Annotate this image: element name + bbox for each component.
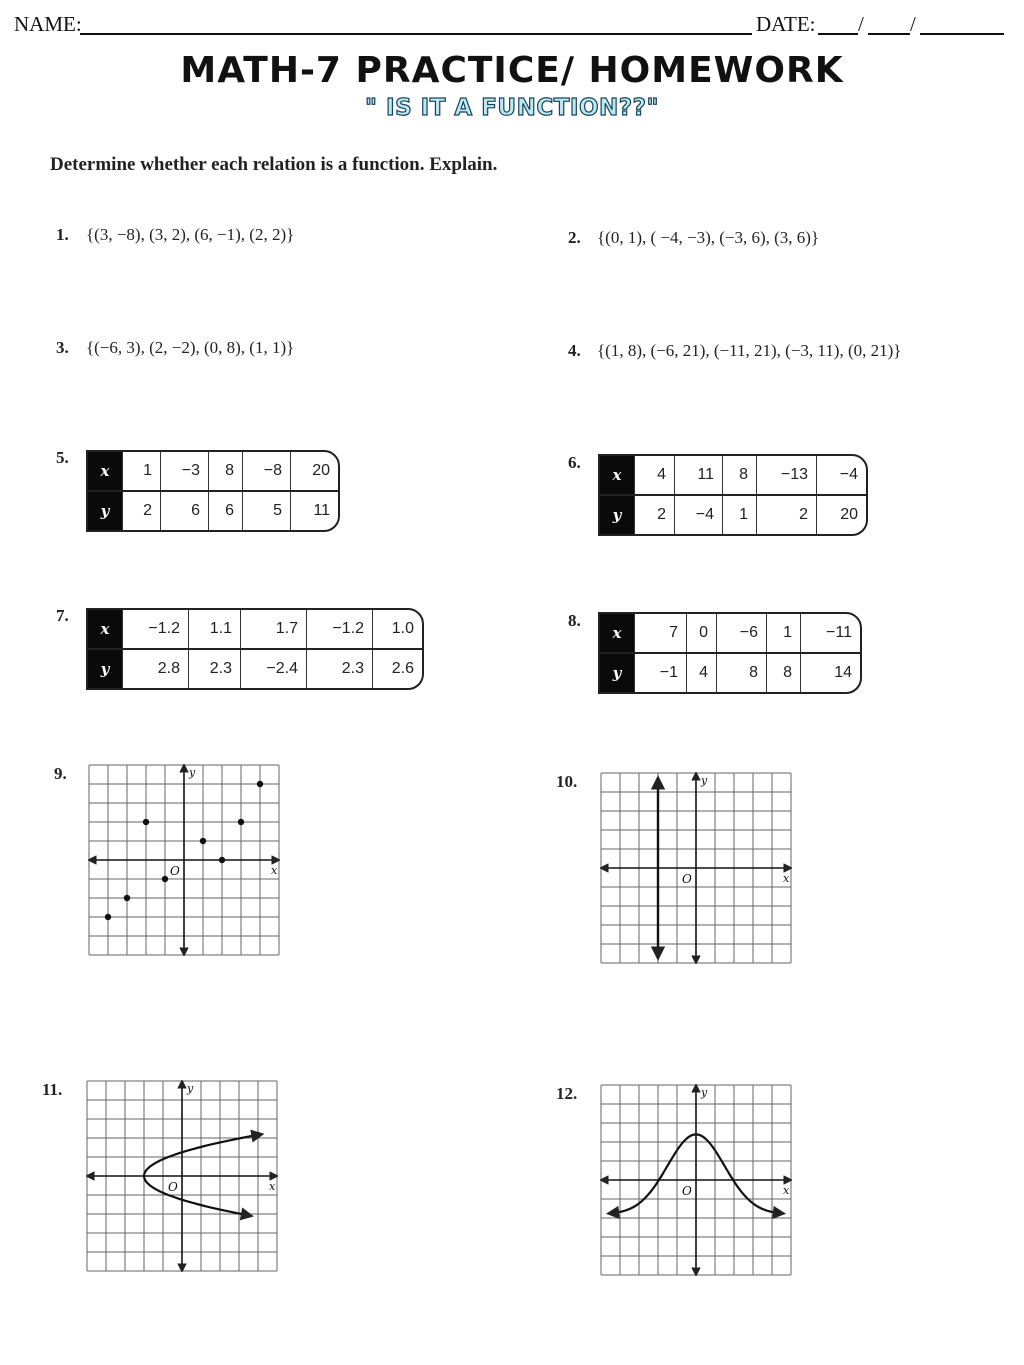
origin-label: O [682,872,692,886]
table-cell: 2.3 [188,650,240,688]
table-cell: 6 [208,492,242,530]
table-cell: 11 [290,492,338,530]
data-point [162,876,168,882]
data-point [124,895,130,901]
table-row-x [600,614,860,652]
x-axis-label: x [269,1180,276,1193]
problem-12-graph [600,1084,792,1276]
problem-3-number: 3. [56,338,69,357]
date-slash-2: / [910,12,916,36]
table-row-x [600,456,866,494]
x-axis-label: x [783,872,790,885]
table-cell: 1.0 [372,610,422,648]
x-header: x [600,456,634,494]
problem-10-graph [600,772,792,964]
problem-7-number: 7. [56,606,69,625]
table-cell: −8 [242,452,290,490]
table-cell: 6 [160,492,208,530]
y-axis-label: y [701,774,708,787]
origin-label: O [168,1180,178,1194]
table-cell: 0 [686,614,716,652]
table-cell: 2 [634,496,674,534]
table-cell: −11 [800,614,860,652]
table-cell: −4 [674,496,722,534]
x-axis-label: x [271,864,278,877]
table-cell: 8 [766,654,800,692]
table-cell: −3 [160,452,208,490]
origin-label: O [170,864,180,878]
page-subtitle: " IS IT A FUNCTION??" [365,95,659,121]
table-cell: 14 [800,654,860,692]
data-point [257,781,263,787]
table-cell: 2 [756,496,816,534]
date-day-line[interactable] [868,33,910,35]
table-cell: 5 [242,492,290,530]
y-axis-label: y [187,1082,194,1095]
y-header: y [88,650,122,688]
table-cell: −13 [756,456,816,494]
table-cell: 8 [716,654,766,692]
data-point [105,914,111,920]
problem-4-set: {(1, 8), (−6, 21), (−11, 21), (−3, 11), (0, 21)} [597,341,902,360]
date-month-line[interactable] [818,33,858,35]
problem-1-set: {(3, −8), (3, 2), (6, −1), (2, 2)} [86,225,295,244]
data-point [200,838,206,844]
problem-10-number: 10. [556,772,578,791]
date-year-line[interactable] [920,33,1004,35]
table-cell: −1.2 [306,610,372,648]
date-label: DATE: [756,12,816,36]
problem-8-number: 8. [568,611,581,630]
name-label: NAME: [14,12,82,36]
x-header: x [88,452,122,490]
y-axis-label: y [189,766,196,779]
problem-5-number: 5. [56,448,69,467]
problem-7-table [86,608,424,690]
table-cell: 8 [722,456,756,494]
date-slash-1: / [858,12,864,36]
table-cell: −1 [634,654,686,692]
problem-3-set: {(−6, 3), (2, −2), (0, 8), (1, 1)} [86,338,295,357]
table-cell: 7 [634,614,686,652]
instructions: Determine whether each relation is a function. Explain. [50,154,498,175]
y-axis-label: y [701,1086,708,1099]
name-line[interactable] [80,33,752,35]
table-cell: 2.3 [306,650,372,688]
data-point [238,819,244,825]
problem-9-number: 9. [54,764,67,783]
table-cell: 1.1 [188,610,240,648]
table-cell: 1 [722,496,756,534]
table-cell: 20 [816,496,866,534]
problem-2-number: 2. [568,228,581,247]
data-point [219,857,225,863]
table-row-y [600,494,866,534]
table-cell: 4 [634,456,674,494]
table-cell: −2.4 [240,650,306,688]
problem-11-graph [86,1080,278,1272]
origin-label: O [682,1184,692,1198]
problem-11-number: 11. [42,1080,63,1099]
problem-6-table [598,454,868,536]
table-row-y [88,490,338,530]
table-row-y [600,652,860,692]
data-point [143,819,149,825]
table-cell: −4 [816,456,866,494]
x-header: x [88,610,122,648]
table-cell: 8 [208,452,242,490]
table-cell: 2 [122,492,160,530]
problem-6-number: 6. [568,453,581,472]
y-header: y [600,654,634,692]
table-cell: 1.7 [240,610,306,648]
problem-4-number: 4. [568,341,581,360]
y-header: y [600,496,634,534]
x-axis-label: x [783,1184,790,1197]
parabola-curve [144,1134,262,1216]
problem-1-number: 1. [56,225,69,244]
table-cell: 20 [290,452,338,490]
table-cell: −6 [716,614,766,652]
table-cell: 4 [686,654,716,692]
problem-8-table [598,612,862,694]
page-title: MATH-7 PRACTICE/ HOMEWORK [180,50,844,91]
table-cell: 11 [674,456,722,494]
table-cell: 2.8 [122,650,188,688]
problem-9-graph [88,764,280,956]
y-header: y [88,492,122,530]
table-row-x [88,610,422,648]
problem-12-number: 12. [556,1084,578,1103]
table-cell: −1.2 [122,610,188,648]
problem-2-set: {(0, 1), ( −4, −3), (−3, 6), (3, 6)} [597,228,820,247]
table-cell: 1 [122,452,160,490]
table-row-y [88,648,422,688]
table-cell: 1 [766,614,800,652]
table-cell: 2.6 [372,650,422,688]
x-header: x [600,614,634,652]
table-row-x [88,452,338,490]
problem-5-table [86,450,340,532]
